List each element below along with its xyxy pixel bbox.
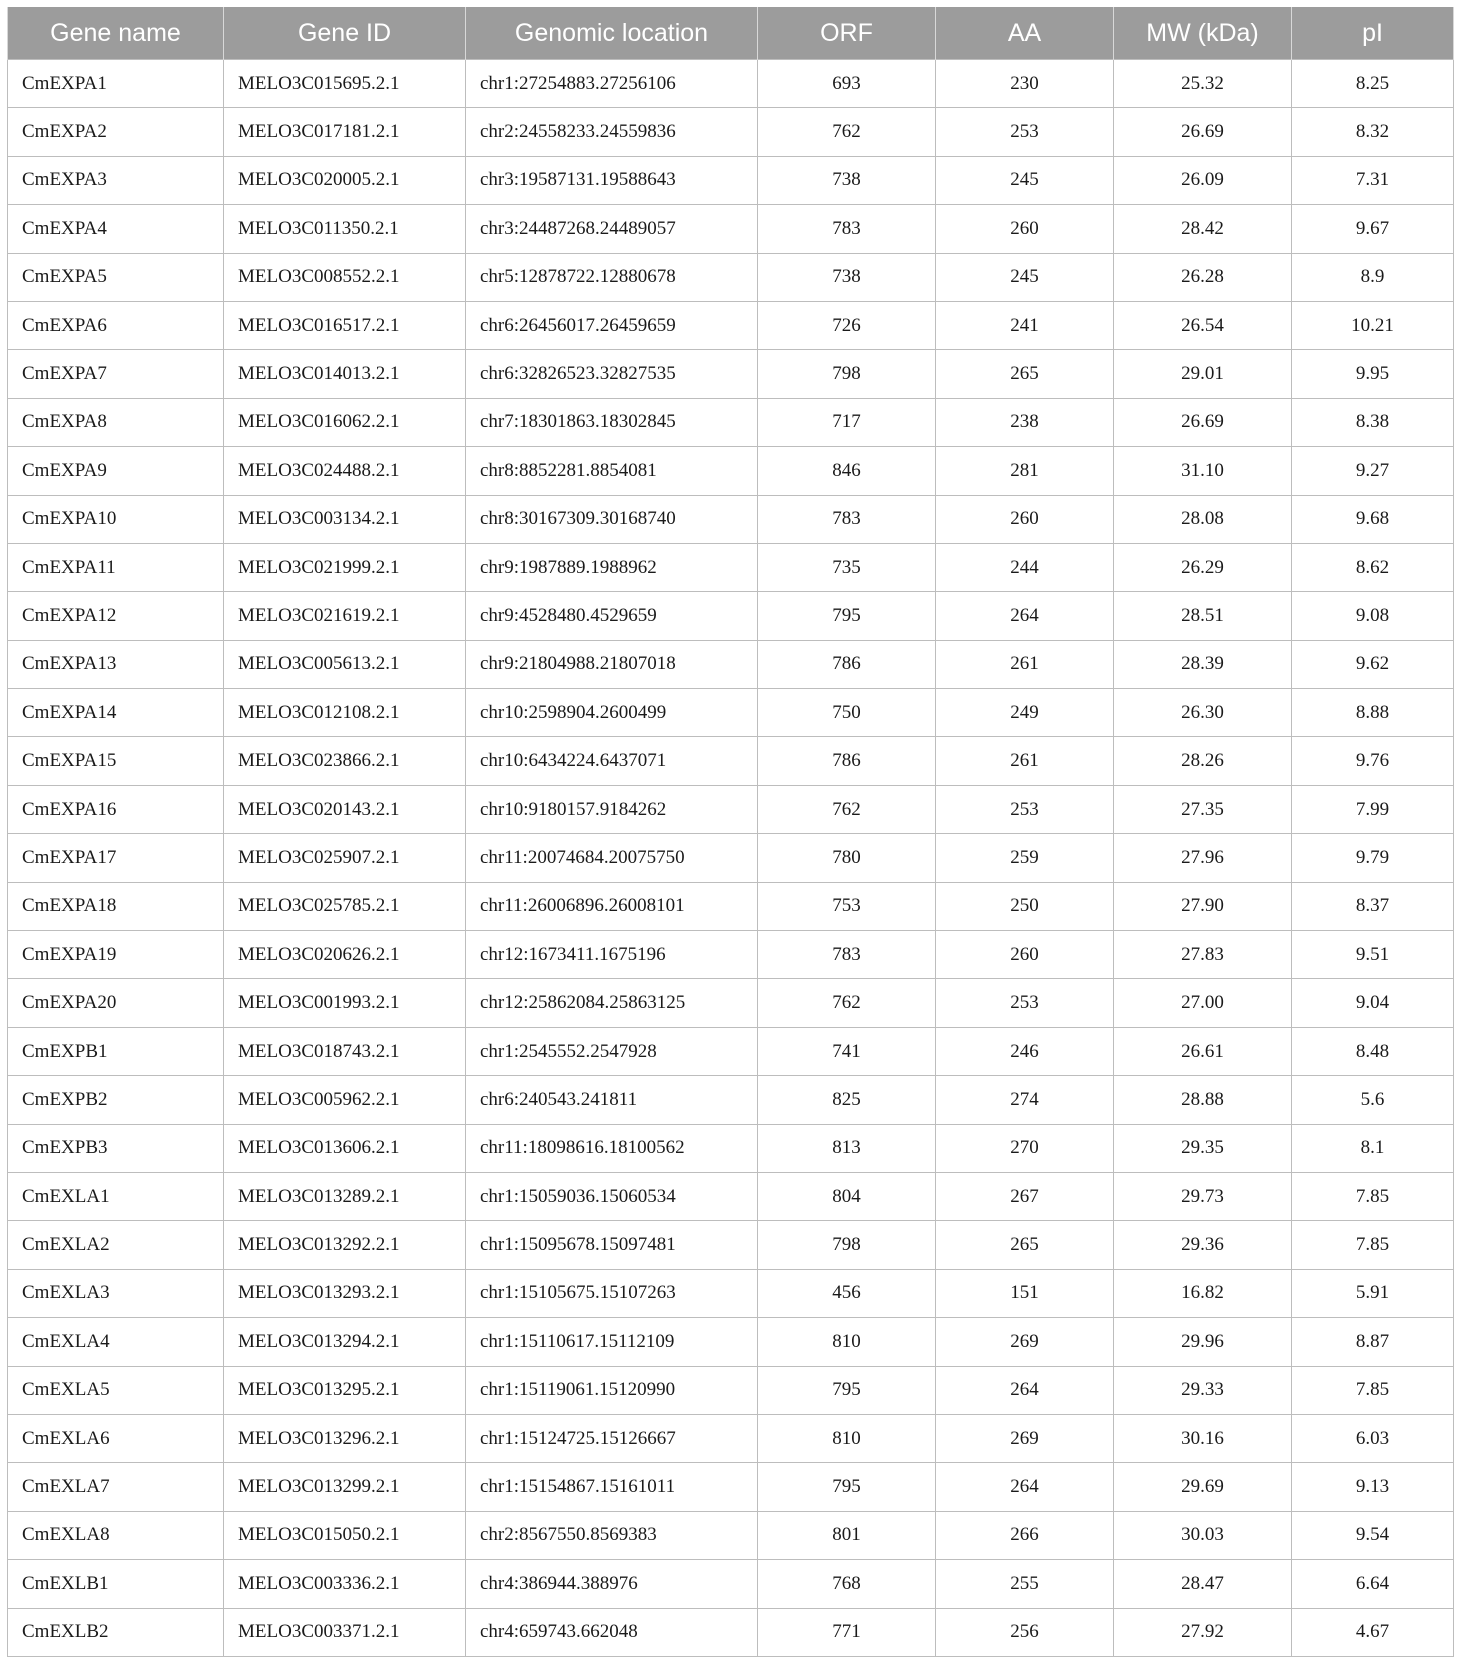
cell-orf: 768 [758,1560,936,1608]
header-pi: pI [1292,7,1454,60]
cell-orf: 735 [758,543,936,591]
cell-aa: 264 [936,1366,1114,1414]
table-row [8,1318,1454,1366]
cell-gene-name: CmEXPA10 [8,495,224,543]
cell-pi: 7.31 [1292,156,1454,204]
cell-orf: 726 [758,301,936,349]
cell-gene-id: MELO3C016517.2.1 [224,301,466,349]
header-aa: AA [936,7,1114,60]
table-row [8,60,1454,108]
cell-mw: 26.28 [1114,253,1292,301]
table-row [8,640,1454,688]
cell-genomic-location: chr10:2598904.2600499 [466,689,758,737]
cell-genomic-location: chr2:8567550.8569383 [466,1511,758,1559]
cell-aa: 260 [936,931,1114,979]
cell-pi: 8.25 [1292,60,1454,108]
cell-gene-id: MELO3C024488.2.1 [224,447,466,495]
cell-gene-name: CmEXLA4 [8,1318,224,1366]
cell-mw: 26.29 [1114,543,1292,591]
cell-mw: 29.01 [1114,350,1292,398]
cell-orf: 750 [758,689,936,737]
cell-gene-id: MELO3C015050.2.1 [224,1511,466,1559]
cell-mw: 27.35 [1114,785,1292,833]
cell-mw: 30.16 [1114,1414,1292,1462]
cell-orf: 753 [758,882,936,930]
cell-mw: 25.32 [1114,60,1292,108]
cell-gene-name: CmEXPA13 [8,640,224,688]
cell-gene-id: MELO3C020005.2.1 [224,156,466,204]
cell-mw: 26.69 [1114,398,1292,446]
header-orf: ORF [758,7,936,60]
cell-orf: 846 [758,447,936,495]
cell-gene-name: CmEXPA6 [8,301,224,349]
table-row [8,1269,1454,1317]
cell-gene-name: CmEXLB2 [8,1608,224,1656]
cell-gene-name: CmEXLB1 [8,1560,224,1608]
cell-mw: 26.09 [1114,156,1292,204]
cell-gene-id: MELO3C005613.2.1 [224,640,466,688]
table-row [8,882,1454,930]
cell-pi: 5.6 [1292,1076,1454,1124]
cell-gene-id: MELO3C014013.2.1 [224,350,466,398]
cell-orf: 786 [758,737,936,785]
cell-pi: 9.79 [1292,834,1454,882]
cell-gene-name: CmEXLA5 [8,1366,224,1414]
cell-gene-id: MELO3C021619.2.1 [224,592,466,640]
cell-pi: 9.27 [1292,447,1454,495]
cell-orf: 741 [758,1027,936,1075]
cell-gene-name: CmEXPA3 [8,156,224,204]
cell-orf: 804 [758,1172,936,1220]
cell-aa: 265 [936,1221,1114,1269]
cell-aa: 260 [936,205,1114,253]
table-row [8,834,1454,882]
cell-aa: 249 [936,689,1114,737]
cell-gene-name: CmEXPA5 [8,253,224,301]
cell-aa: 264 [936,592,1114,640]
cell-orf: 795 [758,1463,936,1511]
table-row [8,205,1454,253]
cell-orf: 795 [758,592,936,640]
cell-aa: 250 [936,882,1114,930]
table-row [8,447,1454,495]
cell-orf: 738 [758,253,936,301]
cell-aa: 238 [936,398,1114,446]
table-row [8,156,1454,204]
header-gene-id: Gene ID [224,7,466,60]
cell-gene-id: MELO3C025907.2.1 [224,834,466,882]
cell-gene-id: MELO3C020143.2.1 [224,785,466,833]
cell-pi: 8.38 [1292,398,1454,446]
cell-gene-name: CmEXPA16 [8,785,224,833]
cell-orf: 783 [758,931,936,979]
cell-pi: 7.85 [1292,1221,1454,1269]
cell-aa: 244 [936,543,1114,591]
table-row [8,979,1454,1027]
cell-gene-id: MELO3C001993.2.1 [224,979,466,1027]
table-row [8,592,1454,640]
cell-pi: 9.51 [1292,931,1454,979]
cell-gene-id: MELO3C021999.2.1 [224,543,466,591]
cell-genomic-location: chr1:15110617.15112109 [466,1318,758,1366]
table-row [8,108,1454,156]
table-row [8,1124,1454,1172]
cell-aa: 246 [936,1027,1114,1075]
cell-mw: 27.83 [1114,931,1292,979]
cell-mw: 29.36 [1114,1221,1292,1269]
cell-mw: 16.82 [1114,1269,1292,1317]
cell-gene-id: MELO3C025785.2.1 [224,882,466,930]
cell-aa: 245 [936,156,1114,204]
cell-gene-name: CmEXLA1 [8,1172,224,1220]
cell-gene-name: CmEXPA2 [8,108,224,156]
cell-gene-id: MELO3C003134.2.1 [224,495,466,543]
cell-mw: 26.54 [1114,301,1292,349]
cell-orf: 717 [758,398,936,446]
cell-genomic-location: chr8:8852281.8854081 [466,447,758,495]
cell-genomic-location: chr4:659743.662048 [466,1608,758,1656]
table-row [8,1560,1454,1608]
cell-gene-name: CmEXPA9 [8,447,224,495]
cell-aa: 261 [936,640,1114,688]
cell-gene-id: MELO3C003371.2.1 [224,1608,466,1656]
cell-genomic-location: chr2:24558233.24559836 [466,108,758,156]
cell-genomic-location: chr3:19587131.19588643 [466,156,758,204]
cell-aa: 253 [936,785,1114,833]
cell-genomic-location: chr1:15119061.15120990 [466,1366,758,1414]
cell-genomic-location: chr1:15154867.15161011 [466,1463,758,1511]
table-row [8,398,1454,446]
cell-pi: 8.32 [1292,108,1454,156]
cell-orf: 825 [758,1076,936,1124]
table-row [8,785,1454,833]
cell-orf: 780 [758,834,936,882]
cell-genomic-location: chr3:24487268.24489057 [466,205,758,253]
header-genomic-location: Genomic location [466,7,758,60]
cell-pi: 10.21 [1292,301,1454,349]
cell-pi: 8.87 [1292,1318,1454,1366]
cell-pi: 9.08 [1292,592,1454,640]
cell-orf: 810 [758,1414,936,1462]
cell-aa: 264 [936,1463,1114,1511]
cell-pi: 7.85 [1292,1172,1454,1220]
cell-orf: 783 [758,495,936,543]
cell-gene-id: MELO3C013295.2.1 [224,1366,466,1414]
table-row [8,495,1454,543]
cell-gene-id: MELO3C008552.2.1 [224,253,466,301]
cell-gene-id: MELO3C012108.2.1 [224,689,466,737]
cell-aa: 259 [936,834,1114,882]
cell-gene-id: MELO3C016062.2.1 [224,398,466,446]
cell-aa: 241 [936,301,1114,349]
cell-pi: 8.48 [1292,1027,1454,1075]
cell-gene-name: CmEXPA17 [8,834,224,882]
cell-genomic-location: chr7:18301863.18302845 [466,398,758,446]
cell-mw: 31.10 [1114,447,1292,495]
table-row [8,350,1454,398]
cell-genomic-location: chr9:21804988.21807018 [466,640,758,688]
cell-aa: 256 [936,1608,1114,1656]
cell-genomic-location: chr12:25862084.25863125 [466,979,758,1027]
cell-gene-id: MELO3C015695.2.1 [224,60,466,108]
table-row [8,931,1454,979]
cell-aa: 266 [936,1511,1114,1559]
cell-aa: 253 [936,108,1114,156]
cell-mw: 27.92 [1114,1608,1292,1656]
cell-mw: 27.96 [1114,834,1292,882]
cell-aa: 255 [936,1560,1114,1608]
cell-pi: 8.37 [1292,882,1454,930]
table-row [8,1027,1454,1075]
table-row [8,737,1454,785]
cell-orf: 762 [758,979,936,1027]
table-row [8,1511,1454,1559]
cell-gene-name: CmEXPA12 [8,592,224,640]
cell-gene-name: CmEXPA18 [8,882,224,930]
cell-pi: 8.62 [1292,543,1454,591]
cell-mw: 26.69 [1114,108,1292,156]
cell-gene-name: CmEXLA8 [8,1511,224,1559]
cell-genomic-location: chr6:240543.241811 [466,1076,758,1124]
cell-genomic-location: chr8:30167309.30168740 [466,495,758,543]
cell-genomic-location: chr1:27254883.27256106 [466,60,758,108]
cell-orf: 813 [758,1124,936,1172]
cell-pi: 7.85 [1292,1366,1454,1414]
cell-aa: 151 [936,1269,1114,1317]
cell-pi: 9.54 [1292,1511,1454,1559]
cell-orf: 801 [758,1511,936,1559]
cell-aa: 269 [936,1414,1114,1462]
cell-genomic-location: chr9:1987889.1988962 [466,543,758,591]
table-row [8,1076,1454,1124]
cell-mw: 28.26 [1114,737,1292,785]
header-row [8,7,1454,60]
cell-genomic-location: chr11:20074684.20075750 [466,834,758,882]
cell-gene-name: CmEXLA3 [8,1269,224,1317]
cell-gene-id: MELO3C020626.2.1 [224,931,466,979]
cell-pi: 9.62 [1292,640,1454,688]
cell-pi: 6.64 [1292,1560,1454,1608]
table-row [8,1221,1454,1269]
cell-aa: 253 [936,979,1114,1027]
cell-orf: 771 [758,1608,936,1656]
cell-genomic-location: chr1:15059036.15060534 [466,1172,758,1220]
cell-genomic-location: chr12:1673411.1675196 [466,931,758,979]
cell-pi: 9.68 [1292,495,1454,543]
cell-gene-id: MELO3C013294.2.1 [224,1318,466,1366]
cell-orf: 738 [758,156,936,204]
cell-gene-id: MELO3C005962.2.1 [224,1076,466,1124]
cell-gene-id: MELO3C013606.2.1 [224,1124,466,1172]
cell-mw: 30.03 [1114,1511,1292,1559]
cell-mw: 27.00 [1114,979,1292,1027]
cell-mw: 26.61 [1114,1027,1292,1075]
cell-gene-name: CmEXLA7 [8,1463,224,1511]
table-row [8,1414,1454,1462]
cell-mw: 29.69 [1114,1463,1292,1511]
cell-orf: 786 [758,640,936,688]
table-row [8,543,1454,591]
cell-aa: 270 [936,1124,1114,1172]
cell-gene-name: CmEXPA4 [8,205,224,253]
cell-pi: 8.88 [1292,689,1454,737]
cell-gene-name: CmEXLA2 [8,1221,224,1269]
cell-genomic-location: chr9:4528480.4529659 [466,592,758,640]
cell-pi: 4.67 [1292,1608,1454,1656]
cell-mw: 29.96 [1114,1318,1292,1366]
cell-gene-name: CmEXPA19 [8,931,224,979]
cell-gene-name: CmEXPB1 [8,1027,224,1075]
cell-orf: 456 [758,1269,936,1317]
cell-gene-name: CmEXPA7 [8,350,224,398]
table-row [8,253,1454,301]
table-header [8,7,1454,60]
cell-pi: 9.04 [1292,979,1454,1027]
cell-pi: 7.99 [1292,785,1454,833]
cell-genomic-location: chr4:386944.388976 [466,1560,758,1608]
cell-genomic-location: chr5:12878722.12880678 [466,253,758,301]
cell-gene-name: CmEXPA8 [8,398,224,446]
cell-pi: 8.1 [1292,1124,1454,1172]
cell-pi: 9.95 [1292,350,1454,398]
cell-mw: 28.39 [1114,640,1292,688]
cell-aa: 261 [936,737,1114,785]
cell-gene-id: MELO3C013292.2.1 [224,1221,466,1269]
cell-orf: 762 [758,785,936,833]
cell-gene-id: MELO3C003336.2.1 [224,1560,466,1608]
cell-mw: 29.35 [1114,1124,1292,1172]
cell-gene-name: CmEXPB2 [8,1076,224,1124]
cell-orf: 693 [758,60,936,108]
cell-aa: 245 [936,253,1114,301]
cell-orf: 762 [758,108,936,156]
cell-mw: 28.88 [1114,1076,1292,1124]
cell-orf: 810 [758,1318,936,1366]
cell-genomic-location: chr11:26006896.26008101 [466,882,758,930]
cell-orf: 795 [758,1366,936,1414]
table-body [8,60,1454,1657]
cell-aa: 269 [936,1318,1114,1366]
cell-genomic-location: chr11:18098616.18100562 [466,1124,758,1172]
cell-pi: 9.76 [1292,737,1454,785]
cell-gene-id: MELO3C013296.2.1 [224,1414,466,1462]
cell-genomic-location: chr1:15105675.15107263 [466,1269,758,1317]
cell-mw: 28.42 [1114,205,1292,253]
cell-pi: 9.67 [1292,205,1454,253]
cell-aa: 260 [936,495,1114,543]
gene-table [7,7,1454,1657]
cell-gene-id: MELO3C013289.2.1 [224,1172,466,1220]
header-gene-name: Gene name [8,7,224,60]
cell-mw: 29.33 [1114,1366,1292,1414]
cell-genomic-location: chr1:15095678.15097481 [466,1221,758,1269]
cell-gene-name: CmEXPA15 [8,737,224,785]
cell-orf: 798 [758,350,936,398]
cell-mw: 28.51 [1114,592,1292,640]
cell-gene-id: MELO3C013293.2.1 [224,1269,466,1317]
cell-genomic-location: chr1:15124725.15126667 [466,1414,758,1462]
cell-mw: 27.90 [1114,882,1292,930]
cell-gene-id: MELO3C018743.2.1 [224,1027,466,1075]
table-row [8,1172,1454,1220]
cell-aa: 281 [936,447,1114,495]
cell-gene-name: CmEXPA14 [8,689,224,737]
cell-orf: 783 [758,205,936,253]
table-row [8,1366,1454,1414]
cell-genomic-location: chr10:9180157.9184262 [466,785,758,833]
cell-gene-name: CmEXPB3 [8,1124,224,1172]
cell-pi: 8.9 [1292,253,1454,301]
cell-genomic-location: chr1:2545552.2547928 [466,1027,758,1075]
table-row [8,301,1454,349]
cell-genomic-location: chr6:32826523.32827535 [466,350,758,398]
cell-gene-id: MELO3C011350.2.1 [224,205,466,253]
cell-gene-id: MELO3C013299.2.1 [224,1463,466,1511]
cell-pi: 5.91 [1292,1269,1454,1317]
cell-pi: 9.13 [1292,1463,1454,1511]
cell-mw: 29.73 [1114,1172,1292,1220]
cell-mw: 26.30 [1114,689,1292,737]
cell-genomic-location: chr10:6434224.6437071 [466,737,758,785]
cell-orf: 798 [758,1221,936,1269]
cell-mw: 28.47 [1114,1560,1292,1608]
cell-gene-id: MELO3C017181.2.1 [224,108,466,156]
cell-gene-name: CmEXLA6 [8,1414,224,1462]
header-mw: MW (kDa) [1114,7,1292,60]
cell-gene-id: MELO3C023866.2.1 [224,737,466,785]
cell-aa: 265 [936,350,1114,398]
cell-genomic-location: chr6:26456017.26459659 [466,301,758,349]
cell-pi: 6.03 [1292,1414,1454,1462]
cell-gene-name: CmEXPA11 [8,543,224,591]
table-row [8,689,1454,737]
cell-aa: 267 [936,1172,1114,1220]
table-row [8,1608,1454,1656]
table-row [8,1463,1454,1511]
cell-aa: 274 [936,1076,1114,1124]
cell-mw: 28.08 [1114,495,1292,543]
cell-gene-name: CmEXPA20 [8,979,224,1027]
cell-aa: 230 [936,60,1114,108]
cell-gene-name: CmEXPA1 [8,60,224,108]
